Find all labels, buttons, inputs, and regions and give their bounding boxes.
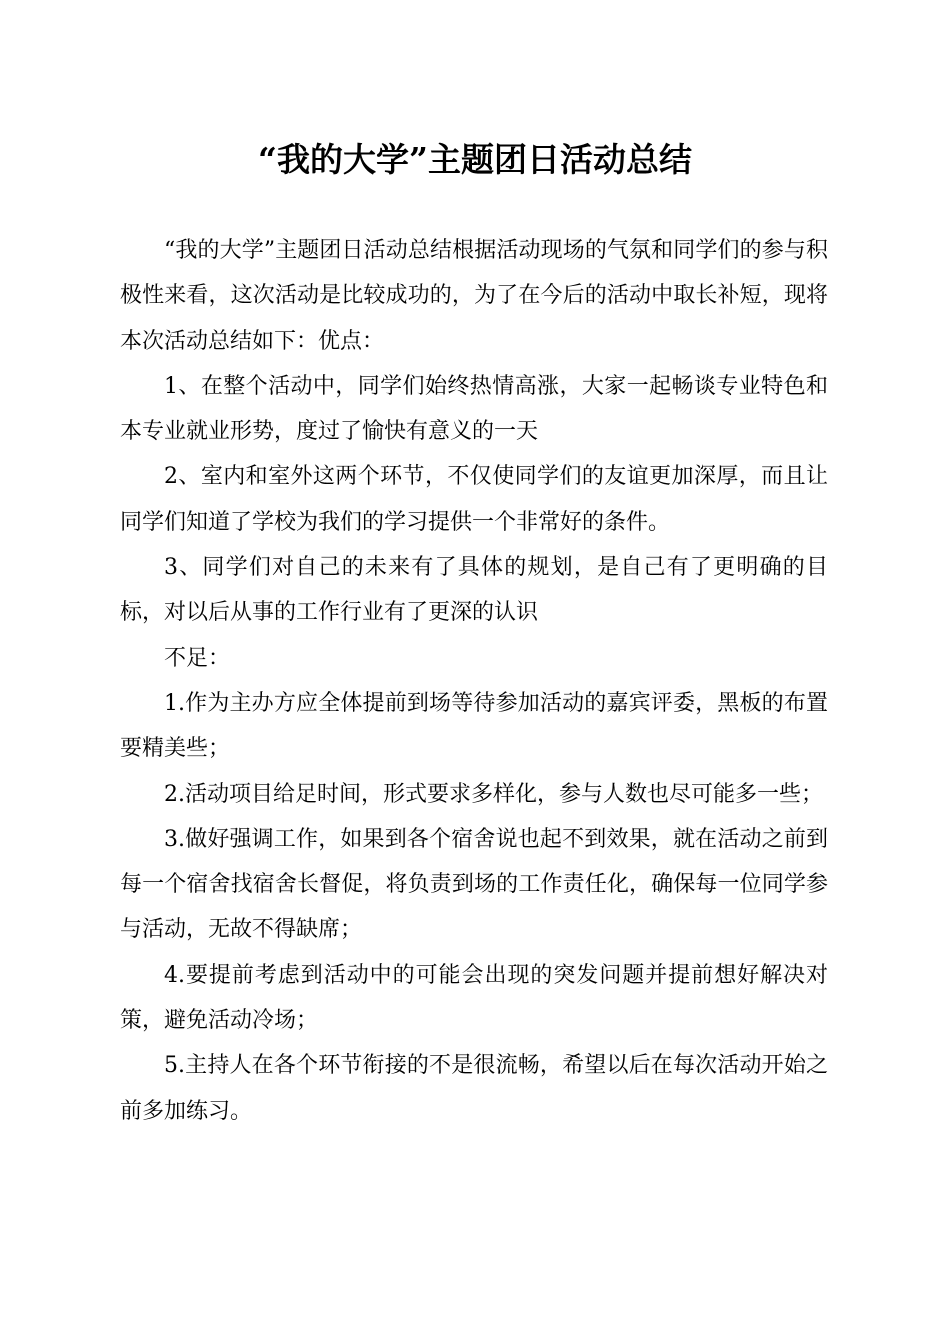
advantage-item-2: 2、室内和室外这两个环节，不仅使同学们的友谊更加深厚，而且让同学们知道了学校为我们的学习提供一个非常好的条件。 [120, 464, 828, 535]
shortcoming-item-5: 5.主持人在各个环节衔接的不是很流畅，希望以后在每次活动开始之前多加练习。 [120, 1053, 828, 1124]
shortcomings-heading: 不足： [164, 645, 231, 671]
shortcoming-item-3: 3.做好强调工作，如果到各个宿舍说也起不到效果，就在活动之前到每一个宿舍找宿舍长督促，将负责到场的工作责任化，确保每一位同学参与活动，无故不得缺席； [120, 826, 828, 943]
advantage-item-3: 3、同学们对自己的未来有了具体的规划，是自己有了更明确的目标，对以后从事的工作行业有了更深的认识 [120, 555, 828, 626]
advantage-item-1: 1、在整个活动中，同学们始终热情高涨，大家一起畅谈专业特色和本专业就业形势，度过了愉快有意义的一天 [120, 373, 828, 445]
shortcoming-item-1: 1.作为主办方应全体提前到场等待参加活动的嘉宾评委，黑板的布置要精美些； [120, 690, 828, 762]
shortcoming-item-4: 4.要提前考虑到活动中的可能会出现的突发问题并提前想好解决对策，避免活动冷场； [120, 962, 828, 1034]
document-body [120, 228, 828, 1134]
document-title: “我的大学”主题团日活动总结 [258, 140, 692, 179]
intro-paragraph: “我的大学”主题团日活动总结根据活动现场的气氛和同学们的参与积极性来看，这次活动是比较成功的，为了在今后的活动中取长补短，现将本次活动总结如下：优点： [120, 238, 828, 354]
shortcoming-item-2: 2.活动项目给足时间，形式要求多样化，参与人数也尽可能多一些； [164, 781, 823, 807]
